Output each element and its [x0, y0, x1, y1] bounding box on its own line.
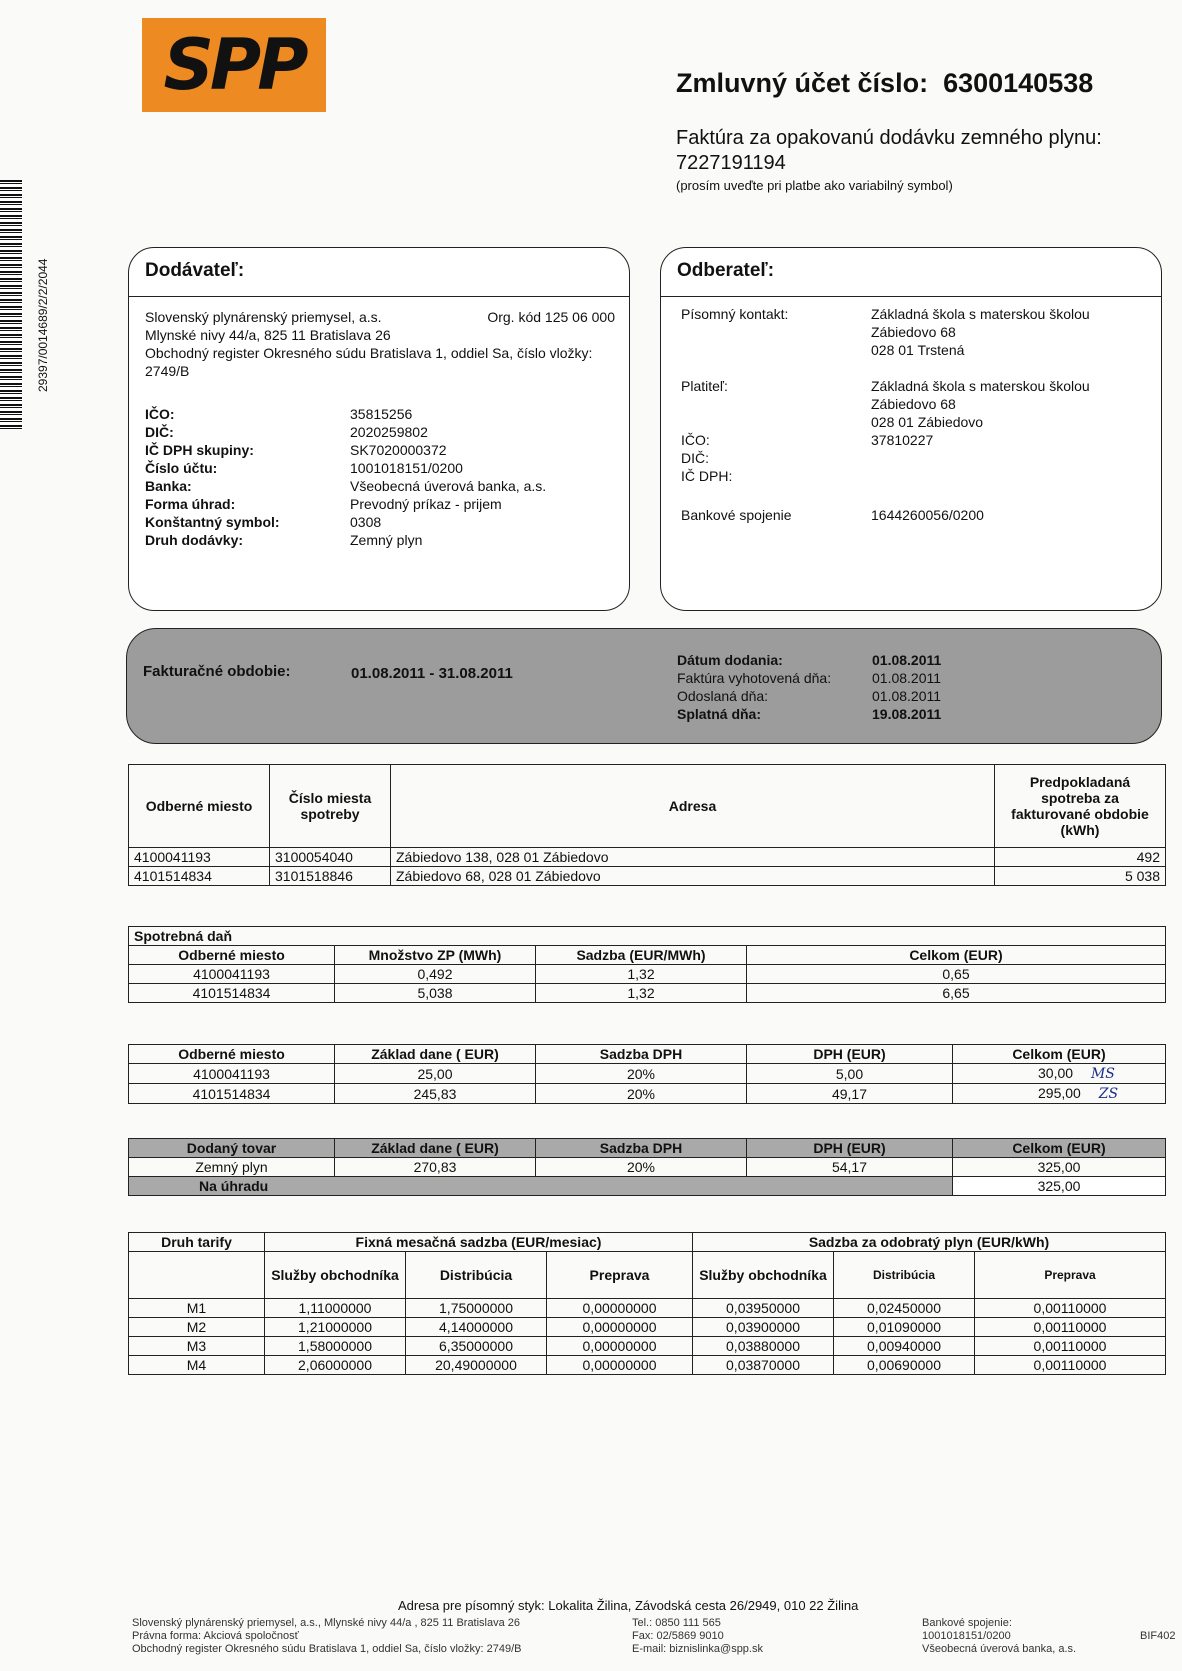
payer-row [681, 377, 1090, 485]
payer-line: Zábiedovo 68 [871, 396, 956, 412]
cell: M2 [129, 1318, 265, 1337]
period-value: 01.08.2011 - 31.08.2011 [351, 665, 513, 682]
date-value: 01.08.2011 [872, 688, 942, 704]
cell: 0,00000000 [547, 1299, 693, 1318]
contact-line: Zábiedovo 68 [871, 324, 956, 340]
barcode [0, 180, 22, 430]
footer-mail-address: Adresa pre písomný styk: Lokalita Žilina, Závodská cesta 26/2949, 010 22 Žilina [398, 1598, 859, 1613]
footer-company-block [132, 1617, 522, 1656]
table-row [129, 848, 1166, 867]
cell: 25,00 [335, 1064, 536, 1084]
sub-header: Distribúcia [834, 1252, 975, 1299]
cell: 0,01090000 [834, 1318, 975, 1337]
col-header: Základ dane ( EUR) [335, 1139, 536, 1158]
cell: 3101518846 [270, 867, 391, 886]
date-row [677, 687, 941, 705]
footer-code: BIF402 [1140, 1630, 1176, 1642]
field-label: Číslo účtu: [145, 460, 218, 476]
cell: M3 [129, 1337, 265, 1356]
supplier-field-row [145, 531, 546, 549]
icdph-label: IČ DPH: [681, 468, 733, 484]
footer-bank-name: Všeobecná úverová banka, a.s. [922, 1643, 1077, 1655]
supplier-field-row [145, 477, 546, 495]
dic-label: DIČ: [681, 450, 709, 466]
field-label: IČO: [145, 406, 175, 422]
footer-fax: Fax: 02/5869 9010 [632, 1630, 724, 1642]
supplier-field-row [145, 495, 546, 513]
cell: Zábiedovo 68, 028 01 Zábiedovo [391, 867, 995, 886]
col-header: Základ dane ( EUR) [335, 1045, 536, 1064]
cell: 0,03880000 [693, 1337, 834, 1356]
contact-line: Základná škola s materskou školou [871, 306, 1090, 322]
cell: 0,00110000 [975, 1356, 1166, 1375]
cell: 325,00 [953, 1158, 1166, 1177]
footer-legal-form: Právna forma: Akciová spoločnosť [132, 1630, 299, 1642]
tariff-table [128, 1232, 1166, 1375]
account-title-label: Zmluvný účet číslo: [676, 68, 929, 98]
cell: 6,35000000 [406, 1337, 547, 1356]
cell: Zemný plyn [129, 1158, 335, 1177]
col-header: Predpokladaná spotreba za fakturované obdobie (kWh) [995, 765, 1166, 848]
table-row [129, 1064, 1166, 1084]
cell: 54,17 [747, 1158, 953, 1177]
field-label: Konštantný symbol: [145, 514, 280, 530]
bank-value: 1644260056/0200 [871, 507, 984, 523]
col-header: Odberné miesto [129, 946, 335, 965]
field-value: Prevodný príkaz - prijem [350, 496, 502, 512]
date-label: Dátum dodania: [677, 652, 783, 668]
ico-value: 37810227 [871, 432, 934, 448]
cell: 0,00690000 [834, 1356, 975, 1375]
col-header: Sadzba za odobratý plyn (EUR/kWh) [693, 1233, 1166, 1252]
cell: 0,00110000 [975, 1299, 1166, 1318]
cell: 3100054040 [270, 848, 391, 867]
sub-header: Služby obchodníka [693, 1252, 834, 1299]
cell: 1,58000000 [265, 1337, 406, 1356]
supplier-heading: Dodávateľ: [145, 260, 245, 281]
cell: 4100041193 [129, 848, 270, 867]
date-row [677, 705, 941, 723]
payer-line: Základná škola s materskou školou [871, 378, 1090, 394]
cell-value: 30,00 [1038, 1065, 1074, 1081]
table-header-row [129, 946, 1166, 965]
sub-header: Preprava [547, 1252, 693, 1299]
cell: 0,03870000 [693, 1356, 834, 1375]
supplier-field-row [145, 513, 546, 531]
table-row [129, 1158, 1166, 1177]
cell: 5 038 [995, 867, 1166, 886]
supplier-divider [129, 296, 629, 297]
payer-labels [681, 377, 871, 485]
ico-label: IČO: [681, 432, 710, 448]
billing-period-band [126, 628, 1162, 744]
cell: 4,14000000 [406, 1318, 547, 1337]
contact-line: 028 01 Trstená [871, 342, 965, 358]
date-label: Odoslaná dňa: [677, 688, 769, 704]
table-header-row [129, 1045, 1166, 1064]
goods-total-table [128, 1138, 1166, 1196]
field-label: Banka: [145, 478, 192, 494]
footer-bank-account: 1001018151/0200 [922, 1630, 1011, 1642]
supplier-name: Slovenský plynárenský priemysel, a.s. [145, 309, 382, 325]
cell: 6,65 [747, 984, 1166, 1003]
col-header: Celkom (EUR) [747, 946, 1166, 965]
cell: 0,02450000 [834, 1299, 975, 1318]
cell: 0,00940000 [834, 1337, 975, 1356]
cell: 20% [536, 1064, 747, 1084]
field-label: IČ DPH skupiny: [145, 442, 254, 458]
footer-bank-label: Bankové spojenie: [922, 1617, 1012, 1629]
contact-row [681, 305, 1090, 359]
col-header: Celkom (EUR) [953, 1139, 1166, 1158]
payer-line: 028 01 Zábiedovo [871, 414, 984, 430]
table-header-row [129, 765, 1166, 848]
date-row [677, 669, 941, 687]
empty-cell [129, 1252, 265, 1299]
table-row [129, 965, 1166, 984]
cell: 0,00000000 [547, 1337, 693, 1356]
table-row [129, 1337, 1166, 1356]
date-label: Faktúra vyhotovená dňa: [677, 670, 832, 686]
cell: M1 [129, 1299, 265, 1318]
cell: Zábiedovo 138, 028 01 Zábiedovo [391, 848, 995, 867]
cell-value: 295,00 [1038, 1085, 1081, 1101]
consumption-places-table [128, 764, 1166, 886]
date-value: 19.08.2011 [872, 706, 942, 722]
table-row [129, 984, 1166, 1003]
cell: 4101514834 [129, 984, 335, 1003]
col-header: Odberné miesto [129, 765, 270, 848]
footer-bank-block [922, 1617, 1076, 1656]
col-header: DPH (EUR) [747, 1045, 953, 1064]
col-header: Sadzba (EUR/MWh) [536, 946, 747, 965]
col-header: Sadzba DPH [536, 1045, 747, 1064]
field-label: Forma úhrad: [145, 496, 236, 512]
col-header: Číslo miesta spotreby [270, 765, 391, 848]
supplier-field-row [145, 441, 546, 459]
field-label: DIČ: [145, 424, 174, 440]
supplier-org-code: Org. kód 125 06 000 [487, 309, 615, 325]
col-header: DPH (EUR) [747, 1139, 953, 1158]
col-header: Množstvo ZP (MWh) [335, 946, 536, 965]
cell: 0,00000000 [547, 1318, 693, 1337]
col-header: Odberné miesto [129, 1045, 335, 1064]
cell: 5,00 [747, 1064, 953, 1084]
cell: 4100041193 [129, 1064, 335, 1084]
col-header: Druh tarify [129, 1233, 265, 1252]
contact-lines [871, 305, 1090, 359]
period-label: Fakturačné obdobie: [143, 663, 291, 680]
customer-divider [661, 296, 1161, 297]
supplier-field-row [145, 459, 546, 477]
logo-text: SPP [163, 24, 305, 106]
footer-contact-block [632, 1617, 763, 1656]
supplier-panel [128, 247, 630, 611]
handwritten-note: ZS [1098, 1086, 1119, 1102]
account-title [676, 68, 1093, 99]
due-label: Na úhradu [129, 1177, 953, 1196]
cell: 4101514834 [129, 867, 270, 886]
due-value: 325,00 [953, 1177, 1166, 1196]
cell: 1,32 [536, 984, 747, 1003]
invoice-number: 7227191194 [676, 152, 786, 174]
account-number: 6300140538 [943, 68, 1094, 98]
field-value: SK7020000372 [350, 442, 447, 458]
date-value: 01.08.2011 [872, 670, 942, 686]
vat-table [128, 1044, 1166, 1104]
col-header: Fixná mesačná sadzba (EUR/mesiac) [265, 1233, 693, 1252]
footer-company: Slovenský plynárenský priemysel, a.s., Mlynské nivy 44/a , 825 11 Bratislava 26 [132, 1617, 521, 1629]
date-label: Splatná dňa: [677, 706, 762, 722]
supplier-register: Obchodný register Okresného súdu Bratislava 1, oddiel Sa, číslo vložky: 2749/B [145, 345, 593, 379]
table-row [129, 867, 1166, 886]
invoice-subtitle [676, 126, 1176, 176]
payer-label: Platiteľ: [681, 378, 728, 394]
customer-info [681, 305, 1090, 524]
bank-label: Bankové spojenie [681, 507, 792, 523]
supplier-field-row [145, 405, 546, 423]
sub-header: Distribúcia [406, 1252, 547, 1299]
customer-heading: Odberateľ: [677, 260, 775, 281]
cell [953, 1084, 1166, 1104]
col-header: Adresa [391, 765, 995, 848]
sub-header: Služby obchodníka [265, 1252, 406, 1299]
field-value: 0308 [350, 514, 382, 530]
table-header-row [129, 1233, 1166, 1252]
field-value: 1001018151/0200 [350, 460, 463, 476]
excise-title: Spotrebná daň [129, 927, 1166, 946]
bank-row [681, 506, 1090, 524]
cell: 1,75000000 [406, 1299, 547, 1318]
contact-label: Písomný kontakt: [681, 306, 789, 322]
cell: 20,49000000 [406, 1356, 547, 1375]
sub-header: Preprava [975, 1252, 1166, 1299]
date-value: 01.08.2011 [872, 652, 942, 668]
col-header: Sadzba DPH [536, 1139, 747, 1158]
table-row [129, 1318, 1166, 1337]
invoice-subtitle-text: Faktúra za opakovanú dodávku zemného plynu: [676, 127, 1102, 149]
cell: 0,00110000 [975, 1337, 1166, 1356]
spp-logo [142, 18, 326, 112]
table-subheader-row [129, 1252, 1166, 1299]
cell: 0,492 [335, 965, 536, 984]
excise-tax-table [128, 926, 1166, 1003]
footer-register: Obchodný register Okresného súdu Bratislava 1, oddiel Sa, číslo vložky: 2749/B [132, 1643, 522, 1655]
cell: 0,00110000 [975, 1318, 1166, 1337]
cell: 0,65 [747, 965, 1166, 984]
cell: 49,17 [747, 1084, 953, 1104]
date-row [677, 651, 941, 669]
cell: 4101514834 [129, 1084, 335, 1104]
cell [953, 1064, 1166, 1084]
supplier-field-row [145, 423, 546, 441]
col-header: Celkom (EUR) [953, 1045, 1166, 1064]
period-dates [677, 651, 941, 723]
supplier-address: Mlynské nivy 44/a, 825 11 Bratislava 26 [145, 327, 391, 343]
footer-tel: Tel.: 0850 111 565 [632, 1617, 721, 1629]
field-value: Zemný plyn [350, 532, 423, 548]
table-row [129, 1299, 1166, 1318]
table-row [129, 1356, 1166, 1375]
cell: 0,03950000 [693, 1299, 834, 1318]
cell: 270,83 [335, 1158, 536, 1177]
handwritten-note: MS [1090, 1066, 1115, 1082]
table-header-row [129, 1139, 1166, 1158]
field-label: Druh dodávky: [145, 532, 244, 548]
cell: M4 [129, 1356, 265, 1375]
field-value: Všeobecná úverová banka, a.s. [350, 478, 547, 494]
table-title-row [129, 927, 1166, 946]
customer-panel [660, 247, 1162, 611]
field-value: 35815256 [350, 406, 413, 422]
cell: 20% [536, 1158, 747, 1177]
cell: 5,038 [335, 984, 536, 1003]
cell: 0,00000000 [547, 1356, 693, 1375]
payer-lines [871, 377, 1090, 485]
cell: 245,83 [335, 1084, 536, 1104]
cell: 1,11000000 [265, 1299, 406, 1318]
barcode-number: 29397/0014689/2/2/2044 [36, 258, 50, 392]
cell: 492 [995, 848, 1166, 867]
table-row [129, 1084, 1166, 1104]
cell: 1,32 [536, 965, 747, 984]
cell: 1,21000000 [265, 1318, 406, 1337]
cell: 20% [536, 1084, 747, 1104]
col-header: Dodaný tovar [129, 1139, 335, 1158]
variable-symbol-note: (prosím uveďte pri platbe ako variabilný symbol) [676, 178, 953, 193]
supplier-fields [145, 405, 546, 549]
cell: 0,03900000 [693, 1318, 834, 1337]
footer-email: E-mail: biznislinka@spp.sk [632, 1643, 763, 1655]
cell: 2,06000000 [265, 1356, 406, 1375]
field-value: 2020259802 [350, 424, 428, 440]
supplier-info [145, 308, 615, 380]
cell: 4100041193 [129, 965, 335, 984]
total-due-row [129, 1177, 1166, 1196]
spacer [681, 395, 871, 431]
